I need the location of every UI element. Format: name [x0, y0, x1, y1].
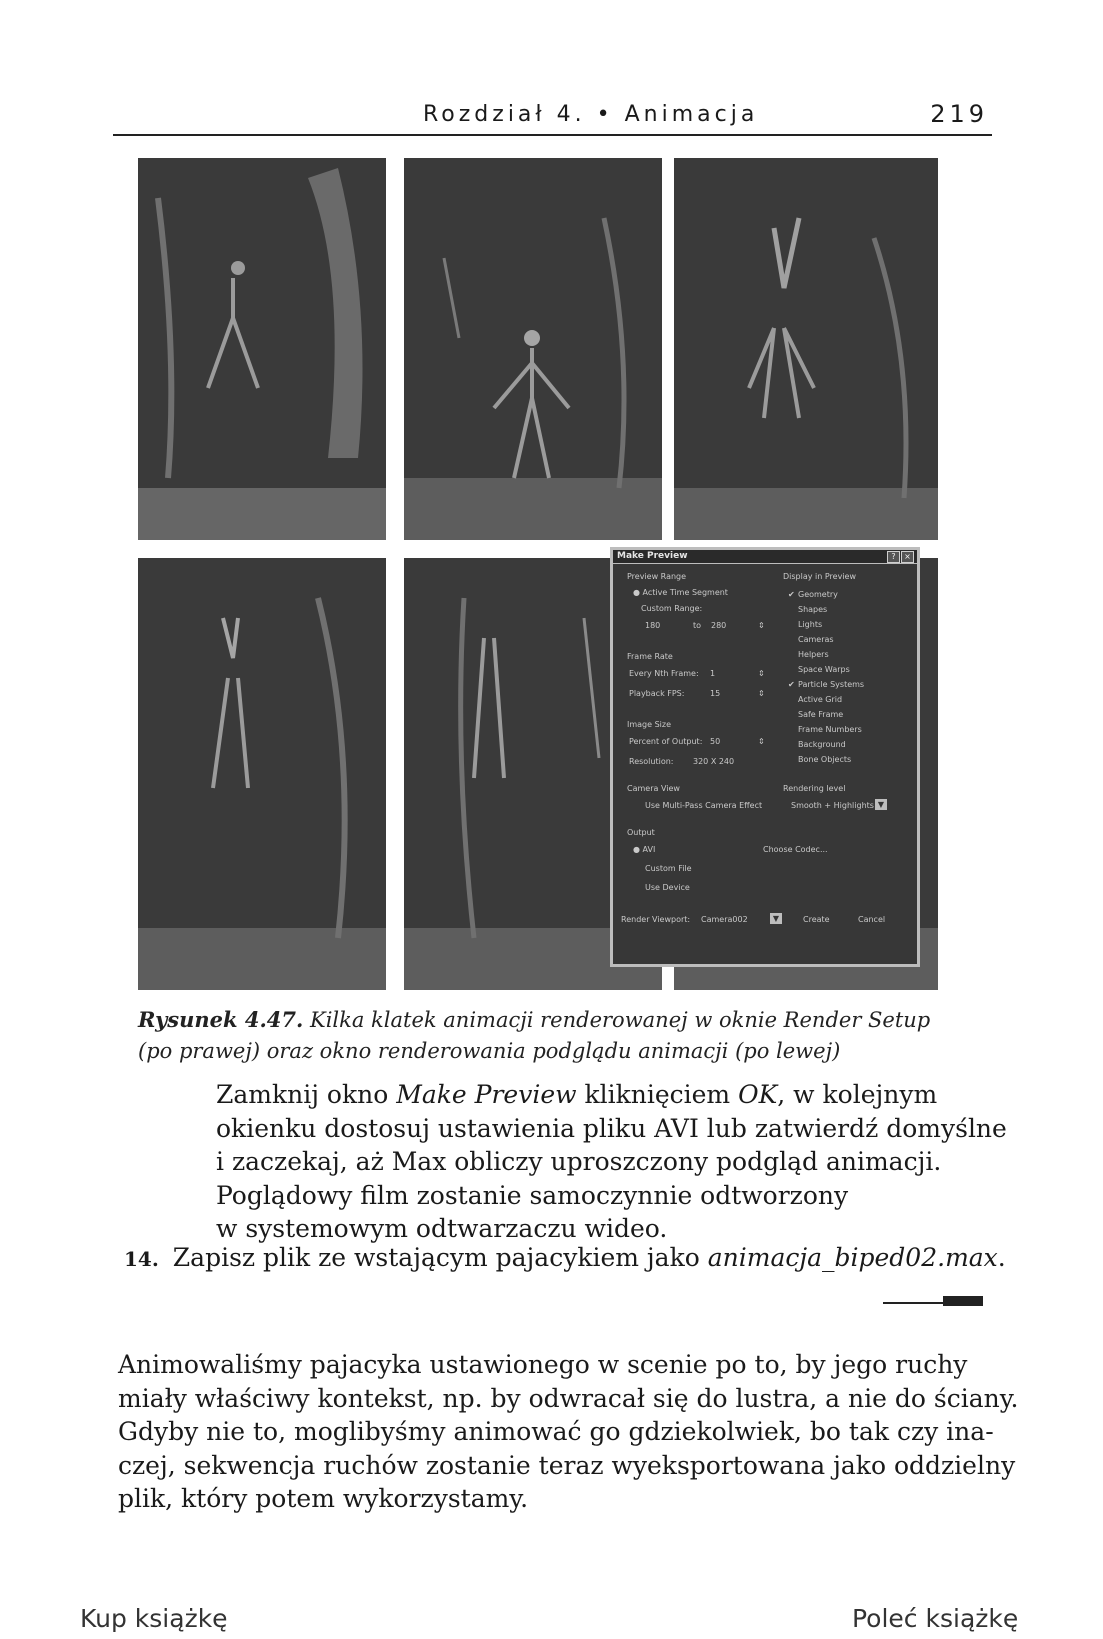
- figure-caption: [138, 1004, 958, 1067]
- animation-frame-image: [138, 558, 386, 990]
- display-item-label: Bone Objects: [798, 755, 852, 764]
- rendering-level-select[interactable]: Smooth + Highlights: [791, 801, 874, 810]
- nth-frame-input[interactable]: 1: [710, 669, 716, 678]
- resolution-label: Resolution:: [629, 757, 674, 766]
- step-number: 14.: [124, 1247, 159, 1271]
- page-number: 219: [930, 100, 988, 128]
- make-preview-dialog: [610, 547, 920, 967]
- body-paragraph: [118, 1348, 1019, 1516]
- animation-frame-3: [674, 158, 938, 540]
- display-item-label: Shapes: [798, 605, 828, 614]
- caption-line-2: (po prawej) oraz okno renderowania podglądu animacji (po lewej): [138, 1039, 841, 1063]
- image-size-label: Image Size: [627, 720, 672, 729]
- display-item-label: Particle Systems: [798, 680, 865, 689]
- multipass-checkbox[interactable]: Use Multi-Pass Camera Effect: [645, 801, 763, 810]
- spinner-icon[interactable]: ⇕: [758, 669, 765, 678]
- display-item-label: Active Grid: [798, 695, 843, 704]
- body-line-2: miały właściwy kontekst, np. by odwracał się do lustra, a nie do ściany.: [118, 1383, 1019, 1413]
- create-button[interactable]: Create: [803, 915, 830, 924]
- animation-frame-image: [138, 158, 386, 540]
- choose-codec-button[interactable]: Choose Codec...: [763, 845, 828, 854]
- help-button[interactable]: ?: [887, 551, 900, 563]
- spinner-icon[interactable]: ⇕: [758, 689, 765, 698]
- paragraph-line-1: [216, 1078, 996, 1112]
- checkmark-icon: ✔: [788, 680, 795, 689]
- running-title: Rozdział 4. • Animacja: [423, 102, 759, 127]
- percent-output-input[interactable]: 50: [710, 737, 721, 746]
- radio-custom-file[interactable]: Custom File: [645, 864, 692, 873]
- running-header: [113, 96, 992, 136]
- frame-rate-label: Frame Rate: [627, 652, 673, 661]
- text: , w kolejnym: [777, 1080, 938, 1109]
- display-checkbox-geometry[interactable]: [788, 590, 838, 599]
- recommend-book-link[interactable]: Poleć książkę: [852, 1604, 1019, 1633]
- custom-range-label: Custom Range:: [641, 604, 703, 613]
- animation-frame-image: [404, 158, 662, 540]
- chevron-down-icon[interactable]: ▼: [770, 913, 782, 924]
- output-label: Output: [627, 828, 655, 837]
- caption-label: Rysunek 4.47.: [138, 1007, 304, 1032]
- resolution-value: 320 X 240: [693, 757, 735, 766]
- every-nth-frame-label: Every Nth Frame:: [629, 669, 699, 678]
- display-checkbox-background[interactable]: [788, 740, 846, 749]
- ok-term: OK: [738, 1080, 778, 1109]
- display-checkbox-helpers[interactable]: [788, 650, 829, 659]
- radio-custom-range[interactable]: [641, 604, 702, 613]
- paragraph-line-2: okienku dostosuj ustawienia pliku AVI lub zatwierdź domyślne: [216, 1113, 1007, 1143]
- spinner-icon[interactable]: ⇕: [758, 737, 765, 746]
- display-checkbox-bone-objects[interactable]: [788, 755, 851, 764]
- paragraph-line-4: Poglądowy film zostanie samoczynnie odtworzony: [216, 1180, 849, 1210]
- render-viewport-label: Render Viewport:: [621, 915, 691, 924]
- figure-4-47: [138, 158, 938, 990]
- body-line-4: czej, sekwencja ruchów zostanie teraz wyeksportowana jako oddzielny: [118, 1450, 1016, 1480]
- display-checkbox-cameras[interactable]: [788, 635, 834, 644]
- range-to-input[interactable]: 280: [711, 621, 727, 630]
- animation-frame-image: [674, 158, 938, 540]
- playback-fps-label: Playback FPS:: [629, 689, 685, 698]
- display-checkbox-safe-frame[interactable]: [788, 710, 843, 719]
- animation-frame-1: [138, 158, 386, 540]
- display-checkbox-shapes[interactable]: [788, 605, 827, 614]
- camera-view-label: Camera View: [627, 784, 680, 793]
- radio-avi[interactable]: ● AVI: [633, 845, 656, 854]
- spinner-icon[interactable]: ⇕: [758, 621, 765, 630]
- dialog-titlebar: [613, 550, 917, 564]
- display-item-label: Safe Frame: [798, 710, 844, 719]
- body-line-1: Animowaliśmy pajacyka ustawionego w scenie po to, by jego ruchy: [118, 1350, 968, 1379]
- fps-input[interactable]: 15: [710, 689, 721, 698]
- display-item-label: Background: [798, 740, 846, 749]
- body-line-3: Gdyby nie to, moglibyśmy animować go gdziekolwiek, bo tak czy ina-: [118, 1417, 994, 1446]
- caption-line-1: Kilka klatek animacji renderowanej w oknie Render Setup: [310, 1008, 931, 1032]
- display-item-label: Helpers: [798, 650, 829, 659]
- range-to-label: to: [693, 621, 702, 630]
- active-time-segment-label: Active Time Segment: [642, 588, 728, 597]
- avi-label: AVI: [642, 845, 656, 854]
- cancel-button[interactable]: Cancel: [858, 915, 886, 924]
- display-checkbox-frame-numbers[interactable]: [788, 725, 862, 734]
- animation-frame-2: [404, 158, 662, 540]
- paragraph-line-5: w systemowym odtwarzaczu wideo.: [216, 1214, 668, 1243]
- radio-active-time-segment[interactable]: ● Active Time Segment: [633, 588, 728, 597]
- display-checkbox-particle-systems[interactable]: [788, 680, 864, 689]
- display-in-preview-label: Display in Preview: [783, 572, 857, 581]
- animation-frame-4: [138, 558, 386, 990]
- text: kliknięciem: [576, 1080, 739, 1109]
- step-end: .: [997, 1243, 1006, 1272]
- display-item-label: Space Warps: [798, 665, 850, 674]
- step-text: Zapisz plik ze wstającym pajacykiem jako: [172, 1243, 708, 1272]
- paragraph-line-3: i zaczekaj, aż Max obliczy uproszczony podgląd animacji.: [216, 1147, 942, 1176]
- step-filename: animacja_biped02.max: [707, 1243, 998, 1272]
- make-preview-term: Make Preview: [396, 1080, 577, 1109]
- section-end-mark: [883, 1296, 983, 1306]
- rendering-level-label: Rendering level: [783, 784, 846, 793]
- display-item-label: Geometry: [798, 590, 838, 599]
- checkmark-icon: ✔: [788, 590, 795, 599]
- display-checkbox-space-warps[interactable]: [788, 665, 850, 674]
- range-from-input[interactable]: 180: [645, 621, 661, 630]
- display-item-label: Lights: [798, 620, 823, 629]
- dialog-title: Make Preview: [617, 551, 688, 561]
- display-item-label: Frame Numbers: [798, 725, 862, 734]
- close-button[interactable]: ×: [901, 551, 914, 563]
- radio-use-device[interactable]: Use Device: [645, 883, 690, 892]
- instruction-paragraph: [216, 1078, 1007, 1246]
- text: Zamknij okno: [216, 1080, 397, 1109]
- body-line-5: plik, który potem wykorzystamy.: [118, 1484, 529, 1513]
- preview-range-label: Preview Range: [627, 572, 687, 581]
- display-item-label: Cameras: [798, 635, 834, 644]
- viewport-select[interactable]: Camera002: [701, 915, 748, 924]
- display-checkbox-lights[interactable]: [788, 620, 822, 629]
- step-14: [124, 1243, 1004, 1272]
- display-checkbox-active-grid[interactable]: [788, 695, 842, 704]
- chevron-down-icon[interactable]: ▼: [875, 799, 887, 810]
- percent-output-label: Percent of Output:: [629, 737, 703, 746]
- buy-book-link[interactable]: Kup książkę: [80, 1604, 228, 1633]
